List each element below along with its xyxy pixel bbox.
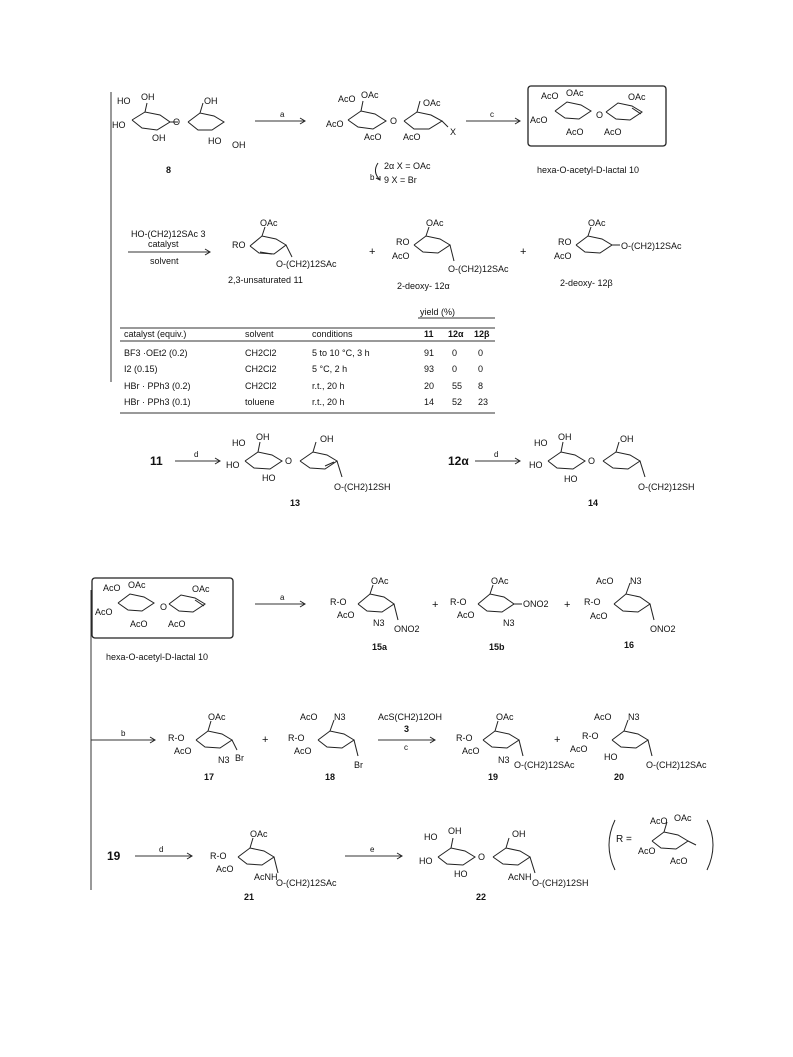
table-cell: 0 xyxy=(452,348,458,358)
compound-13-number: 13 xyxy=(290,498,301,508)
mol10-label: OAc xyxy=(566,88,584,98)
mol15b-label: R-O xyxy=(450,597,467,607)
compound-21-number: 21 xyxy=(244,892,255,902)
mol19-label: AcO xyxy=(462,746,480,756)
mol19-label: O-(CH2)12SAc xyxy=(514,760,575,770)
mol17-label: R-O xyxy=(168,733,185,743)
mol20-label: HO xyxy=(604,752,618,762)
mol11-label: RO xyxy=(232,240,246,250)
plus-sign: + xyxy=(564,599,571,611)
table-cell: 55 xyxy=(452,381,463,391)
mol12b-label: O-(CH2)12SAc xyxy=(621,241,682,251)
mol15b-label: OAc xyxy=(491,576,509,586)
ring-mol20 xyxy=(612,720,652,756)
step-a-label: a xyxy=(280,593,285,602)
mol22-label: O-(CH2)12SH xyxy=(532,878,589,888)
mol22-label: HO xyxy=(419,856,433,866)
table-cell: CH2Cl2 xyxy=(245,348,277,358)
mol17-label: AcO xyxy=(174,746,192,756)
plus-sign: + xyxy=(432,599,439,611)
mol16-label: AcO xyxy=(596,576,614,586)
mol2-label: AcO xyxy=(403,132,421,142)
mol10-label: AcO xyxy=(530,115,548,125)
rdef-label: AcO xyxy=(638,846,656,856)
ring-mol16 xyxy=(614,583,654,620)
compound-12b-label: 2-deoxy- 12β xyxy=(560,278,613,288)
mol10-label: AcO xyxy=(130,619,148,629)
mol12a-label: RO xyxy=(396,237,410,247)
mol13-label: O xyxy=(285,456,293,466)
table-cell: 5 °C, 2 h xyxy=(312,364,348,374)
mol14-label: OH xyxy=(620,434,634,444)
rdef-label: AcO xyxy=(670,856,688,866)
mol10-label: AcO xyxy=(95,607,113,617)
table-cell: CH2Cl2 xyxy=(245,381,277,391)
table-cell: 0 xyxy=(478,348,484,358)
compound-18-number: 18 xyxy=(325,772,336,782)
mol21-label: AcO xyxy=(216,864,234,874)
plus-sign: + xyxy=(262,734,269,746)
mol17-label: OAc xyxy=(208,712,226,722)
mol10-label: OAc xyxy=(192,584,210,594)
mol20-label: N3 xyxy=(628,712,640,722)
table-header: solvent xyxy=(245,329,274,339)
yield-header: yield (%) xyxy=(420,307,456,317)
mol13-label: O-(CH2)12SH xyxy=(334,482,391,492)
mol10-label: AcO xyxy=(168,619,186,629)
mol18-label: Br xyxy=(354,760,363,770)
mol8-label: OH xyxy=(141,92,155,102)
table-cell: HBr · PPh3 (0.2) xyxy=(124,381,191,391)
mol13-label: HO xyxy=(262,473,276,483)
mol18-label: AcO xyxy=(300,712,318,722)
mol13-label: OH xyxy=(320,434,334,444)
reagent-3-label: HO-(CH2)12SAc 3 xyxy=(131,229,206,239)
mol20-label: AcO xyxy=(594,712,612,722)
mol12a-label: AcO xyxy=(392,251,410,261)
mol15a-label: ONO2 xyxy=(394,624,420,634)
mol10-label: AcO xyxy=(103,583,121,593)
compound-11-label: 2,3-unsaturated 11 xyxy=(228,275,303,285)
table-cell: toluene xyxy=(245,397,275,407)
compound-12a-start: 12α xyxy=(448,454,469,468)
mol14-label: HO xyxy=(529,460,543,470)
mol10-label: AcO xyxy=(566,127,584,137)
mol2-label: AcO xyxy=(364,132,382,142)
mol8-label: OH xyxy=(232,140,246,150)
ring-mol15b xyxy=(478,585,522,612)
compound-2a-label: 2α X = OAc xyxy=(384,161,431,171)
mol12b-label: OAc xyxy=(588,218,606,228)
table-cell: 0 xyxy=(452,364,458,374)
ring-mol15a xyxy=(358,585,398,620)
mol2-label: AcO xyxy=(326,119,344,129)
mol10-label: AcO xyxy=(604,127,622,137)
mol12b-label: AcO xyxy=(554,251,572,261)
ring-mol14 xyxy=(548,442,645,477)
mol8-label: OH xyxy=(204,96,218,106)
mol22-label: HO xyxy=(454,869,468,879)
mol22-label: HO xyxy=(424,832,438,842)
table-cell: 14 xyxy=(424,397,435,407)
mol10-label: OAc xyxy=(628,92,646,102)
table-cell: 52 xyxy=(452,397,463,407)
mol21-label: OAc xyxy=(250,829,268,839)
mol12a-label: OAc xyxy=(426,218,444,228)
mol13-label: OH xyxy=(256,432,270,442)
mol10-label: O xyxy=(160,602,168,612)
compound-15a-number: 15a xyxy=(372,642,388,652)
mol18-label: AcO xyxy=(294,746,312,756)
mol12a-label: O-(CH2)12SAc xyxy=(448,264,509,274)
mol15b-label: AcO xyxy=(457,610,475,620)
step-e-label: e xyxy=(370,845,375,854)
ring-mol18 xyxy=(318,720,358,756)
table-header: 11 xyxy=(424,329,434,339)
mol11-label: OAc xyxy=(260,218,278,228)
compound-16-number: 16 xyxy=(624,640,635,650)
mol22-label: OH xyxy=(512,829,526,839)
mol10-label: O xyxy=(596,110,604,120)
table-cell: 0 xyxy=(478,364,484,374)
compound-10-name: hexa-O-acetyl-D-lactal 10 xyxy=(537,165,640,175)
mol8-label: OH xyxy=(152,133,166,143)
mol22-label: OH xyxy=(448,826,462,836)
mol21-label: O-(CH2)12SAc xyxy=(276,878,337,888)
solvent-label: solvent xyxy=(150,256,179,266)
compound-12a-label: 2-deoxy- 12α xyxy=(397,281,450,291)
compound-19-start: 19 xyxy=(107,849,121,863)
table-header: 12β xyxy=(474,329,490,339)
compound-14-number: 14 xyxy=(588,498,599,508)
compound-9-label: 9 X = Br xyxy=(384,175,417,185)
ring-mol12a xyxy=(414,227,454,261)
ring-mol19 xyxy=(483,721,523,756)
table-header: 12α xyxy=(448,329,464,339)
table-cell: 23 xyxy=(478,397,489,407)
mol17-label: Br xyxy=(235,753,244,763)
step-d-label: d xyxy=(194,450,199,459)
reagent-3-number: 3 xyxy=(404,724,410,734)
ring-mol17 xyxy=(196,721,237,750)
paren-right xyxy=(707,820,713,870)
compound-15b-number: 15b xyxy=(489,642,505,652)
mol13-label: HO xyxy=(226,460,240,470)
mol10-label: OAc xyxy=(128,580,146,590)
mol14-label: HO xyxy=(534,438,548,448)
mol21-label: R-O xyxy=(210,851,227,861)
mol17-label: N3 xyxy=(218,755,230,765)
mol22-label: AcNH xyxy=(508,872,532,882)
mol8-label: HO xyxy=(208,136,222,146)
mol2-label: X xyxy=(450,127,457,137)
ring-mol13 xyxy=(245,442,342,477)
mol18-label: N3 xyxy=(334,712,346,722)
rdef-label: AcO xyxy=(650,816,668,826)
mol16-label: R-O xyxy=(584,597,601,607)
mol12b-label: RO xyxy=(558,237,572,247)
step-c-label: c xyxy=(404,743,408,752)
mol14-label: O-(CH2)12SH xyxy=(638,482,695,492)
mol15a-label: OAc xyxy=(371,576,389,586)
mol19-label: N3 xyxy=(498,755,510,765)
ring-mol21 xyxy=(238,838,278,873)
paren-left xyxy=(609,820,615,870)
table-cell: 5 to 10 °C, 3 h xyxy=(312,348,370,358)
mol15a-label: R-O xyxy=(330,597,347,607)
step-b-label: b xyxy=(370,173,375,182)
mol2-label: O xyxy=(390,116,398,126)
compound-20-number: 20 xyxy=(614,772,625,782)
step-a-label: a xyxy=(280,110,285,119)
mol8-label: HO xyxy=(117,96,131,106)
mol20-label: O-(CH2)12SAc xyxy=(646,760,707,770)
mol11-label: O-(CH2)12SAc xyxy=(276,259,337,269)
table-cell: r.t., 20 h xyxy=(312,381,345,391)
mol15a-label: AcO xyxy=(337,610,355,620)
compound-22-number: 22 xyxy=(476,892,487,902)
mol14-label: HO xyxy=(564,474,578,484)
mol21-label: AcNH xyxy=(254,872,278,882)
r-definition-label: R = xyxy=(616,834,632,845)
mol16-label: ONO2 xyxy=(650,624,676,634)
mol19-label: OAc xyxy=(496,712,514,722)
mol8-label: O xyxy=(173,117,181,127)
table-cell: CH2Cl2 xyxy=(245,364,277,374)
mol15b-label: N3 xyxy=(503,618,515,628)
table-cell: 93 xyxy=(424,364,435,374)
compound-8-number: 8 xyxy=(166,165,172,175)
mol2-label: AcO xyxy=(338,94,356,104)
mol2-label: OAc xyxy=(361,90,379,100)
table-header: conditions xyxy=(312,329,353,339)
compound-10-name: hexa-O-acetyl-D-lactal 10 xyxy=(106,652,209,662)
mol16-label: AcO xyxy=(590,611,608,621)
mol8-label: HO xyxy=(112,120,126,130)
table-cell: 20 xyxy=(424,381,435,391)
compound-17-number: 17 xyxy=(204,772,215,782)
mol22-label: O xyxy=(478,852,486,862)
mol15a-label: N3 xyxy=(373,618,385,628)
mol19-label: R-O xyxy=(456,733,473,743)
table-cell: HBr · PPh3 (0.1) xyxy=(124,397,191,407)
step-b-label: b xyxy=(121,729,126,738)
mol10-label: AcO xyxy=(541,91,559,101)
plus-sign: + xyxy=(369,246,376,258)
step-d-label: d xyxy=(159,845,164,854)
reagent-acs-label: AcS(CH2)12OH xyxy=(378,712,443,722)
mol20-label: R-O xyxy=(582,731,599,741)
mol13-label: HO xyxy=(232,438,246,448)
mol20-label: AcO xyxy=(570,744,588,754)
table-header: catalyst (equiv.) xyxy=(124,329,187,339)
rdef-label: OAc xyxy=(674,813,692,823)
table-cell: BF3 ·OEt2 (0.2) xyxy=(124,348,188,358)
arrow-d3 xyxy=(135,853,192,859)
catalyst-label: catalyst xyxy=(148,239,179,249)
compound-11-start: 11 xyxy=(150,454,163,468)
mol14-label: O xyxy=(588,456,596,466)
mol14-label: OH xyxy=(558,432,572,442)
table-cell: 91 xyxy=(424,348,435,358)
table-cell: I2 (0.15) xyxy=(124,364,158,374)
table-cell: 8 xyxy=(478,381,484,391)
mol2-label: OAc xyxy=(423,98,441,108)
mol15b-label: ONO2 xyxy=(523,599,549,609)
mol18-label: R-O xyxy=(288,733,305,743)
compound-19-number: 19 xyxy=(488,772,499,782)
table-cell: r.t., 20 h xyxy=(312,397,345,407)
step-d-label: d xyxy=(494,450,499,459)
step-c-label: c xyxy=(490,110,494,119)
mol16-label: N3 xyxy=(630,576,642,586)
plus-sign: + xyxy=(554,734,561,746)
ring-mol11 xyxy=(250,227,292,257)
arrow-b1 xyxy=(375,163,380,180)
ring-mol12b xyxy=(576,227,620,253)
ring-mol22 xyxy=(438,838,535,873)
plus-sign: + xyxy=(520,246,527,258)
